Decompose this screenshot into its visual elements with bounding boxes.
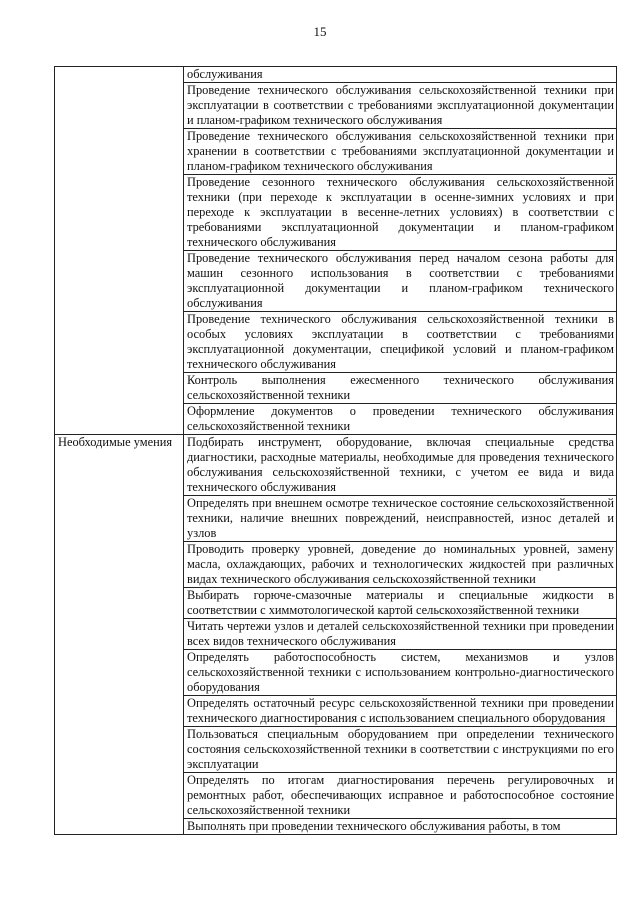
table-row: [55, 435, 617, 496]
table-row: [55, 67, 617, 83]
row-label-cell: [55, 67, 184, 435]
table-cell: Проведение технического обслуживания перед началом сезона работы для машин сезонного использования в соответствии с требованиями эксплуатационной документации и планом-графиком технического обслуживания: [184, 251, 617, 312]
table-cell: Проведение технического обслуживания сельскохозяйственной техники в особых условиях эксплуатации в соответствии с требованиями эксплуатационной документации, спецификой условий и планом-графиком технического обслуживания: [184, 312, 617, 373]
table-cell: Контроль выполнения ежесменного технического обслуживания сельскохозяйственной техники: [184, 373, 617, 404]
table-cell: Определять работоспособность систем, механизмов и узлов сельскохозяйственной техники с использованием контрольно-диагностического оборудования: [184, 650, 617, 696]
row-label-required-skills: Необходимые умения: [55, 435, 184, 835]
table-cell: Выбирать горюче-смазочные материалы и специальные жидкости в соответствии с химмотологической картой сельскохозяйственной техники: [184, 588, 617, 619]
table-cell: Проведение сезонного технического обслуживания сельскохозяйственной техники (при переходе к эксплуатации в осенне-зимних условиях и при переходе к эксплуатации в весенне-летних условиях) в соответствии с требованиями эксплуатационной документации и планом-графиком технического обслуживания: [184, 175, 617, 251]
table-cell: Подбирать инструмент, оборудование, включая специальные средства диагностики, расходные материалы, необходимые для проведения технического обслуживания сельскохозяйственной техники, с учетом ее вида и вида технического обслуживания: [184, 435, 617, 496]
table-cell: Оформление документов о проведении технического обслуживания сельскохозяйственной техники: [184, 404, 617, 435]
page-number: 15: [313, 24, 327, 39]
table-cell: Проведение технического обслуживания сельскохозяйственной техники при хранении в соответствии с требованиями эксплуатационной документации и планом-графиком технического обслуживания: [184, 129, 617, 175]
table-cell: Проводить проверку уровней, доведение до номинальных уровней, замену масла, охлаждающих, рабочих и технологических жидкостей при различных видах технического обслуживания сельскохозяйственной техники: [184, 542, 617, 588]
competency-table: [54, 66, 617, 835]
table-cell: Определять по итогам диагностирования перечень регулировочных и ремонтных работ, обеспечивающих исправное и работоспособное состояние сельскохозяйственной техники: [184, 773, 617, 819]
table-cell: Проведение технического обслуживания сельскохозяйственной техники при эксплуатации в соответствии с требованиями эксплуатационной документации и планом-графиком технического обслуживания: [184, 83, 617, 129]
table-cell: Выполнять при проведении технического обслуживания работы, в том: [184, 819, 617, 835]
table-cell: Пользоваться специальным оборудованием при определении технического состояния сельскохозяйственной техники в соответствии с инструкциями по его эксплуатации: [184, 727, 617, 773]
table-cell: Определять остаточный ресурс сельскохозяйственной техники при проведении технического диагностирования с использованием специального оборудования: [184, 696, 617, 727]
table-cell: Читать чертежи узлов и деталей сельскохозяйственной техники при проведении всех видов технического обслуживания: [184, 619, 617, 650]
table-cell: Определять при внешнем осмотре техническое состояние сельскохозяйственной техники, наличие внешних повреждений, неисправностей, износ деталей и узлов: [184, 496, 617, 542]
table-cell: обслуживания: [184, 67, 617, 83]
